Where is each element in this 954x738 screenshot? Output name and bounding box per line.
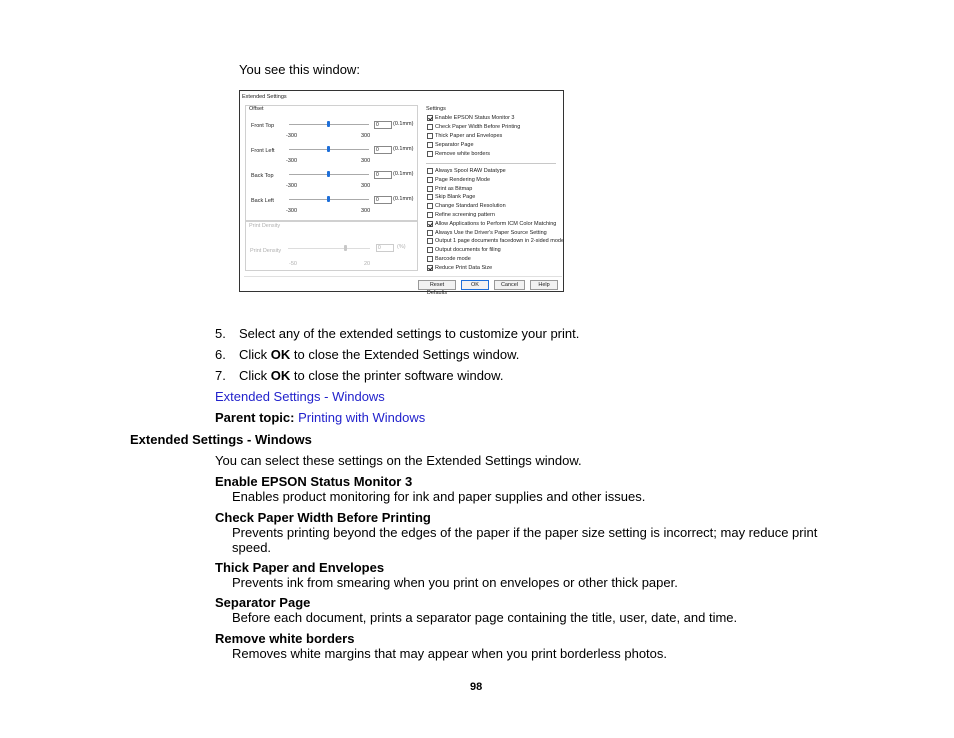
setting-checkbox-label: Output 1 page documents facedown in 2-sided mode	[435, 238, 565, 245]
step-item	[215, 368, 226, 383]
extended-settings-window	[239, 90, 565, 296]
setting-checkbox-label: Refine screening pattern	[435, 212, 495, 218]
setting-checkbox[interactable]	[427, 221, 433, 227]
settings-divider	[426, 163, 556, 164]
print-density-track[interactable]	[288, 248, 370, 249]
offset-value-input[interactable]: 0	[374, 171, 392, 179]
setting-checkbox[interactable]	[427, 203, 433, 209]
definition-description: Removes white margins that may appear when you print borderless photos.	[232, 646, 667, 661]
cancel-button[interactable]: Cancel	[494, 280, 525, 290]
page-number: 98	[470, 681, 483, 693]
parent-topic	[215, 410, 425, 425]
step-text: Select any of the extended settings to customize your print.	[239, 326, 580, 341]
setting-checkbox-label: Always Use the Driver's Paper Source Setting	[435, 229, 547, 236]
definition-term: Check Paper Width Before Printing	[215, 510, 431, 525]
offset-value-input[interactable]: 0	[374, 121, 392, 129]
setting-checkbox-label: Check Paper Width Before Printing	[435, 124, 521, 130]
section-title: Extended Settings - Windows	[130, 432, 312, 447]
print-density-legend: Print Density	[249, 223, 281, 229]
setting-checkbox-label: Skip Blank Page	[435, 194, 476, 201]
help-button[interactable]: Help	[530, 280, 558, 290]
parent-topic-label: Parent topic:	[215, 410, 295, 425]
setting-checkbox-label: Print as Bitmap	[435, 185, 473, 192]
setting-checkbox[interactable]	[427, 142, 433, 148]
offset-value-input[interactable]: 0	[374, 146, 392, 154]
intro-text: You see this window:	[239, 62, 360, 77]
offset-row-label: Back Left	[251, 198, 274, 204]
window-title: Extended Settings	[242, 94, 287, 100]
print-density-thumb[interactable]	[344, 245, 347, 251]
print-density-input[interactable]: 0	[376, 244, 394, 252]
step-number: 6.	[215, 347, 226, 362]
setting-checkbox-label: Always Spool RAW Datatype	[435, 168, 506, 174]
setting-checkbox-label: Allow Applications to Perform ICM Color Matching	[435, 220, 557, 227]
offset-unit: (0.1mm)	[393, 121, 414, 127]
offset-slider-thumb[interactable]	[327, 196, 330, 202]
offset-min: -300	[286, 183, 298, 189]
settings-legend: Settings	[426, 106, 446, 112]
parent-topic-link[interactable]: Printing with Windows	[298, 410, 426, 425]
offset-slider-thumb[interactable]	[327, 171, 330, 177]
offset-row-label: Front Top	[251, 123, 275, 129]
setting-checkbox[interactable]	[427, 230, 433, 236]
offset-max: 300	[361, 183, 371, 189]
offset-unit: (0.1mm)	[393, 146, 414, 152]
offset-min: -300	[286, 133, 298, 139]
definition-description: Prevents printing beyond the edges of the paper if the paper size setting is incorrect; may reduce print	[232, 525, 818, 540]
setting-checkbox[interactable]	[427, 265, 433, 271]
offset-row-label: Back Top	[251, 173, 274, 179]
setting-checkbox-label: Remove white borders	[435, 151, 491, 157]
setting-checkbox-label: Reduce Print Data Size	[435, 264, 493, 271]
print-density-unit: (%)	[397, 244, 406, 250]
offset-legend: Offset	[249, 106, 264, 112]
print-density-min: -50	[289, 261, 297, 267]
setting-checkbox[interactable]	[427, 115, 433, 121]
button-divider	[244, 276, 562, 277]
setting-checkbox-label: Output documents for filing	[435, 247, 501, 254]
offset-max: 300	[361, 158, 371, 164]
step-number: 5.	[215, 326, 226, 341]
definition-term: Separator Page	[215, 595, 311, 610]
definition-description: Enables product monitoring for ink and paper supplies and other issues.	[232, 489, 646, 504]
offset-max: 300	[361, 133, 371, 139]
definition-term: Thick Paper and Envelopes	[215, 560, 385, 575]
definition-description: Prevents ink from smearing when you print on envelopes or other thick paper.	[232, 575, 678, 590]
setting-checkbox[interactable]	[427, 186, 433, 192]
print-density-max: 20	[364, 261, 371, 267]
setting-checkbox[interactable]	[427, 133, 433, 139]
definition-term: Enable EPSON Status Monitor 3	[215, 474, 413, 489]
ok-button[interactable]: OK	[461, 280, 489, 290]
offset-min: -300	[286, 208, 298, 214]
setting-checkbox[interactable]	[427, 194, 433, 200]
extended-settings-link[interactable]: Extended Settings - Windows	[215, 389, 385, 404]
setting-checkbox-label: Barcode mode	[435, 256, 471, 262]
setting-checkbox-label: Thick Paper and Envelopes	[435, 133, 503, 139]
setting-checkbox[interactable]	[427, 212, 433, 218]
setting-checkbox[interactable]	[427, 256, 433, 262]
print-density-label: Print Density	[250, 248, 282, 254]
setting-checkbox-label: Page Rendering Mode	[435, 176, 491, 183]
setting-checkbox[interactable]	[427, 151, 433, 157]
offset-max: 300	[361, 208, 371, 214]
setting-checkbox[interactable]	[427, 168, 433, 174]
offset-slider-thumb[interactable]	[327, 121, 330, 127]
setting-checkbox[interactable]	[427, 247, 433, 253]
offset-value-input[interactable]: 0	[374, 196, 392, 204]
definition-description: Before each document, prints a separator page containing the title, user, date, and time.	[232, 610, 738, 625]
step-text: Click OK to close the Extended Settings window.	[239, 347, 520, 362]
offset-unit: (0.1mm)	[393, 171, 414, 177]
offset-slider-thumb[interactable]	[327, 146, 330, 152]
step-number: 7.	[215, 368, 226, 383]
setting-checkbox-label: Enable EPSON Status Monitor 3	[435, 115, 515, 121]
step-text: Click OK to close the printer software window.	[239, 368, 504, 383]
setting-checkbox[interactable]	[427, 238, 433, 244]
setting-checkbox-label: Change Standard Resolution	[435, 203, 506, 210]
setting-checkbox[interactable]	[427, 177, 433, 183]
definition-term: Remove white borders	[215, 631, 355, 646]
offset-min: -300	[286, 158, 298, 164]
step-item	[215, 326, 226, 341]
offset-row-label: Front Left	[251, 148, 275, 154]
setting-checkbox[interactable]	[427, 124, 433, 130]
definition-description: speed.	[232, 540, 272, 555]
section-intro: You can select these settings on the Extended Settings window.	[215, 453, 582, 468]
step-item	[215, 347, 226, 362]
offset-unit: (0.1mm)	[393, 196, 414, 202]
reset-defaults-button[interactable]: Reset Defaults	[418, 280, 456, 290]
setting-checkbox-label: Separator Page	[435, 142, 474, 148]
